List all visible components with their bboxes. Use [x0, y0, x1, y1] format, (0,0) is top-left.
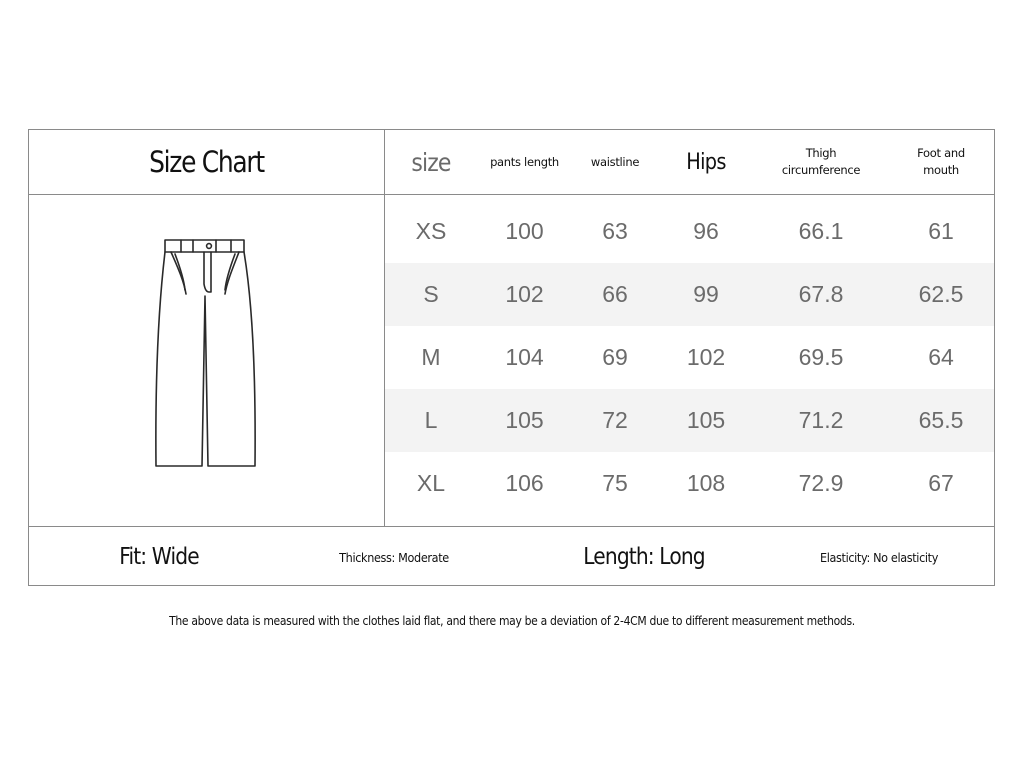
header-foot-line2: mouth	[923, 163, 959, 177]
cell-pants-length: 105	[505, 407, 544, 433]
table-row	[385, 389, 994, 452]
header-hips: Hips	[686, 149, 726, 175]
cell-thigh: 71.2	[798, 407, 844, 433]
length-label: Length: Long	[583, 544, 705, 570]
cell-hips: 96	[693, 218, 719, 244]
cell-foot: 65.5	[918, 407, 964, 433]
header-pants-length: pants length	[490, 154, 559, 169]
header-foot-mouth	[888, 130, 994, 194]
header-waistline: waistline	[590, 154, 640, 169]
cell-waistline: 75	[602, 470, 628, 496]
cell-thigh: 69.5	[798, 344, 844, 370]
cell-hips: 108	[686, 470, 726, 496]
cell-size: S	[423, 281, 439, 307]
cell-pants-length: 106	[505, 470, 544, 496]
cell-waistline: 63	[602, 218, 628, 244]
cell-size: XL	[416, 470, 446, 496]
cell-size: XS	[415, 218, 447, 244]
cell-foot: 61	[928, 218, 954, 244]
cell-pants-length: 102	[505, 281, 544, 307]
table-row	[385, 263, 994, 326]
cell-thigh: 72.9	[798, 470, 844, 496]
table-row	[385, 200, 994, 263]
cell-waistline: 69	[602, 344, 628, 370]
cell-waistline: 66	[602, 281, 628, 307]
header-divider	[29, 194, 994, 195]
cell-hips: 99	[693, 281, 719, 307]
cell-pants-length: 100	[505, 218, 544, 244]
cell-pants-length: 104	[505, 344, 544, 370]
cell-size: L	[424, 407, 438, 433]
header-foot-line1: Foot and	[917, 146, 965, 160]
cell-foot: 62.5	[918, 281, 964, 307]
table-row	[385, 326, 994, 389]
elasticity-label: Elasticity: No elasticity	[819, 549, 939, 565]
fit-label: Fit: Wide	[119, 544, 199, 570]
measurement-note: The above data is measured with the clothes laid flat, and there may be a deviation of 2-4CM due to different measurement methods.	[169, 614, 855, 628]
header-thigh-line1: Thigh	[805, 146, 837, 160]
chart-title: Size Chart	[149, 145, 264, 179]
cell-foot: 64	[928, 344, 954, 370]
cell-hips: 102	[686, 344, 726, 370]
cell-thigh: 66.1	[798, 218, 844, 244]
cell-waistline: 72	[602, 407, 628, 433]
header-thigh-line2: circumference	[781, 163, 861, 177]
header-thigh-circumference	[754, 130, 888, 194]
footer-divider	[29, 526, 994, 527]
table-row	[385, 452, 994, 515]
cell-hips: 105	[686, 407, 726, 433]
header-size: size	[411, 147, 451, 177]
size-chart-table	[28, 129, 995, 586]
cell-foot: 67	[928, 470, 954, 496]
cell-size: M	[421, 344, 441, 370]
pants-outline-icon	[149, 234, 259, 474]
thickness-label: Thickness: Moderate	[339, 549, 449, 565]
cell-thigh: 67.8	[798, 281, 844, 307]
